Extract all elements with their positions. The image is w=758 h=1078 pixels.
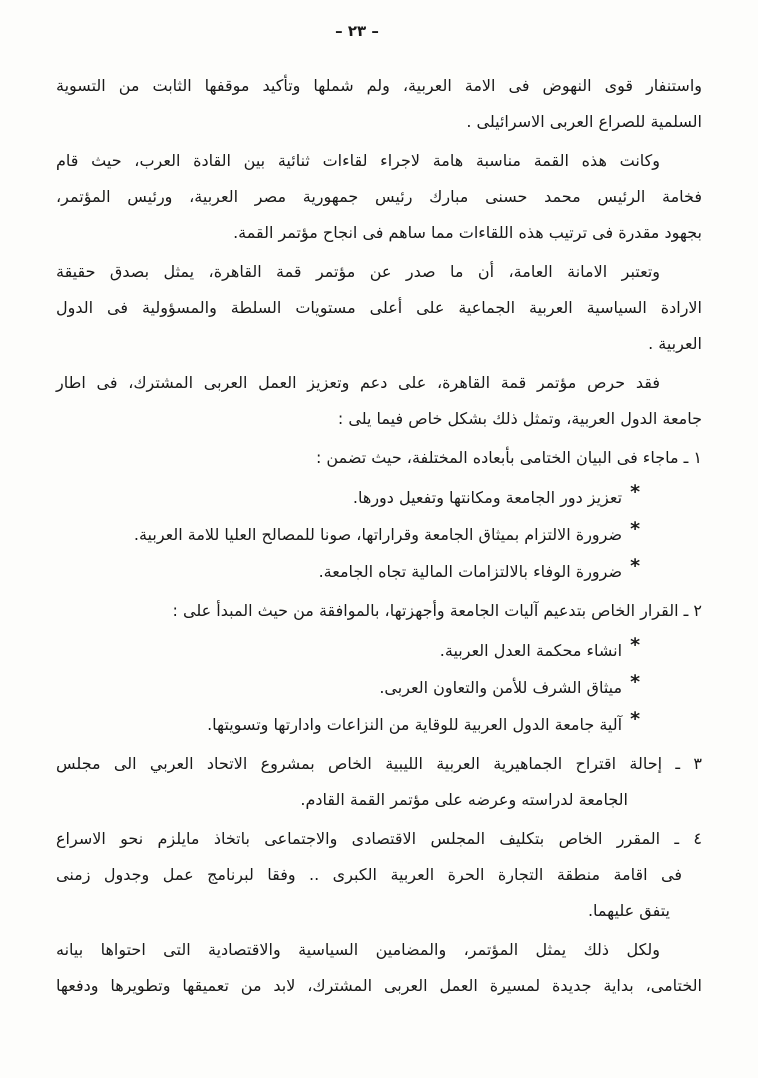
text-line: العربية . (648, 334, 702, 353)
bullet-item (56, 706, 702, 743)
paragraph (56, 68, 702, 140)
text-line: يتفق عليهما. (587, 901, 670, 920)
bullet-text: آلية جامعة الدول العربية للوقاية من النزاعات وادارتها وتسويتها. (207, 715, 623, 734)
text-line: بجهود مقدرة فى ترتيب هذه اللقاءات مما ساهم فى انجاح مؤتمر القمة. (233, 223, 702, 242)
paragraph (56, 932, 702, 1004)
numbered-item (56, 440, 702, 476)
text-line: فخامة الرئيس محمد حسنى مبارك رئيس جمهورية مصر العربية، ورئيس المؤتمر، (56, 187, 702, 206)
bullet-text: ضرورة الالتزام بميثاق الجامعة وقراراتها، صونا للمصالح العليا للامة العربية. (133, 525, 623, 544)
asterisk-icon: * (630, 671, 640, 693)
text-line: جامعة الدول العربية، وتمثل ذلك بشكل خاص فيما يلى : (337, 409, 702, 428)
text-line: وتعتبر الامانة العامة، أن ما صدر عن مؤتمر قمة القاهرة، يمثل بصدق حقيقة (56, 262, 660, 281)
numbered-item (56, 593, 702, 629)
numbered-item (56, 821, 702, 929)
bullet-text: ضرورة الوفاء بالالتزامات المالية تجاه الجامعة. (318, 562, 623, 581)
text-line: الارادة السياسية العربية الجماعية على أعلى مستويات السلطة والمسؤولية فى الدول (56, 298, 702, 317)
numbered-item (56, 746, 702, 818)
asterisk-icon: * (630, 518, 640, 540)
bullet-item (56, 669, 702, 706)
text-line: فى اقامة منطقة التجارة الحرة العربية الكبرى .. وفقا لبرنامج عمل وجدول زمنى (56, 865, 682, 884)
text-line: ١ ـ ماجاء فى البيان الختامى بأبعاده المختلفة، حيث تضمن : (315, 448, 702, 467)
asterisk-icon: * (630, 708, 640, 730)
bullet-list (56, 479, 702, 590)
text-line: ٢ ـ القرار الخاص بتدعيم آليات الجامعة وأجهزتها، بالموافقة من حيث المبدأ على : (172, 601, 702, 620)
bullet-item (56, 479, 702, 516)
paragraph (56, 254, 702, 362)
bullet-text: ميثاق الشرف للأمن والتعاون العربى. (379, 678, 623, 697)
bullet-text: انشاء محكمة العدل العربية. (439, 641, 623, 660)
asterisk-icon: * (630, 481, 640, 503)
bullet-list (56, 632, 702, 743)
document-body (56, 68, 702, 1007)
bullet-item (56, 516, 702, 553)
bullet-item (56, 632, 702, 669)
text-line: ٤ ـ المقرر الخاص بتكليف المجلس الاقتصادى والاجتماعى باتخاذ مايلزم نحو الاسراع (56, 829, 702, 848)
text-line: ولكل ذلك يمثل المؤتمر، والمضامين السياسية والاقتصادية التى احتواها بيانه (56, 940, 660, 959)
text-line: واستنفار قوى النهوض فى الامة العربية، ولم شملها وتأكيد موقفها الثابت من التسوية (56, 76, 702, 95)
text-line: وكانت هذه القمة مناسبة هامة لاجراء لقاءات ثنائية بين القادة العرب، حيث قام (56, 151, 660, 170)
asterisk-icon: * (630, 555, 640, 577)
asterisk-icon: * (630, 634, 640, 656)
page-number: – ٢٣ – (335, 22, 379, 40)
paragraph (56, 143, 702, 251)
text-line: الختامى، بداية جديدة لمسيرة العمل العربى المشترك، لابد من تعميقها وتطويرها ودفعها (56, 976, 702, 995)
bullet-text: تعزيز دور الجامعة ومكانتها وتفعيل دورها. (352, 488, 623, 507)
text-line: فقد حرص مؤتمر قمة القاهرة، على دعم وتعزيز العمل العربى المشترك، فى اطار (56, 373, 660, 392)
text-line: ٣ ـ إحالة اقتراح الجماهيرية العربية الليبية الخاص بمشروع الاتحاد العربي الى مجلس (56, 754, 702, 773)
bullet-item (56, 553, 702, 590)
text-line: الجامعة لدراسته وعرضه على مؤتمر القمة القادم. (300, 790, 628, 809)
paragraph (56, 365, 702, 437)
text-line: السلمية للصراع العربى الاسرائيلى . (466, 112, 702, 131)
